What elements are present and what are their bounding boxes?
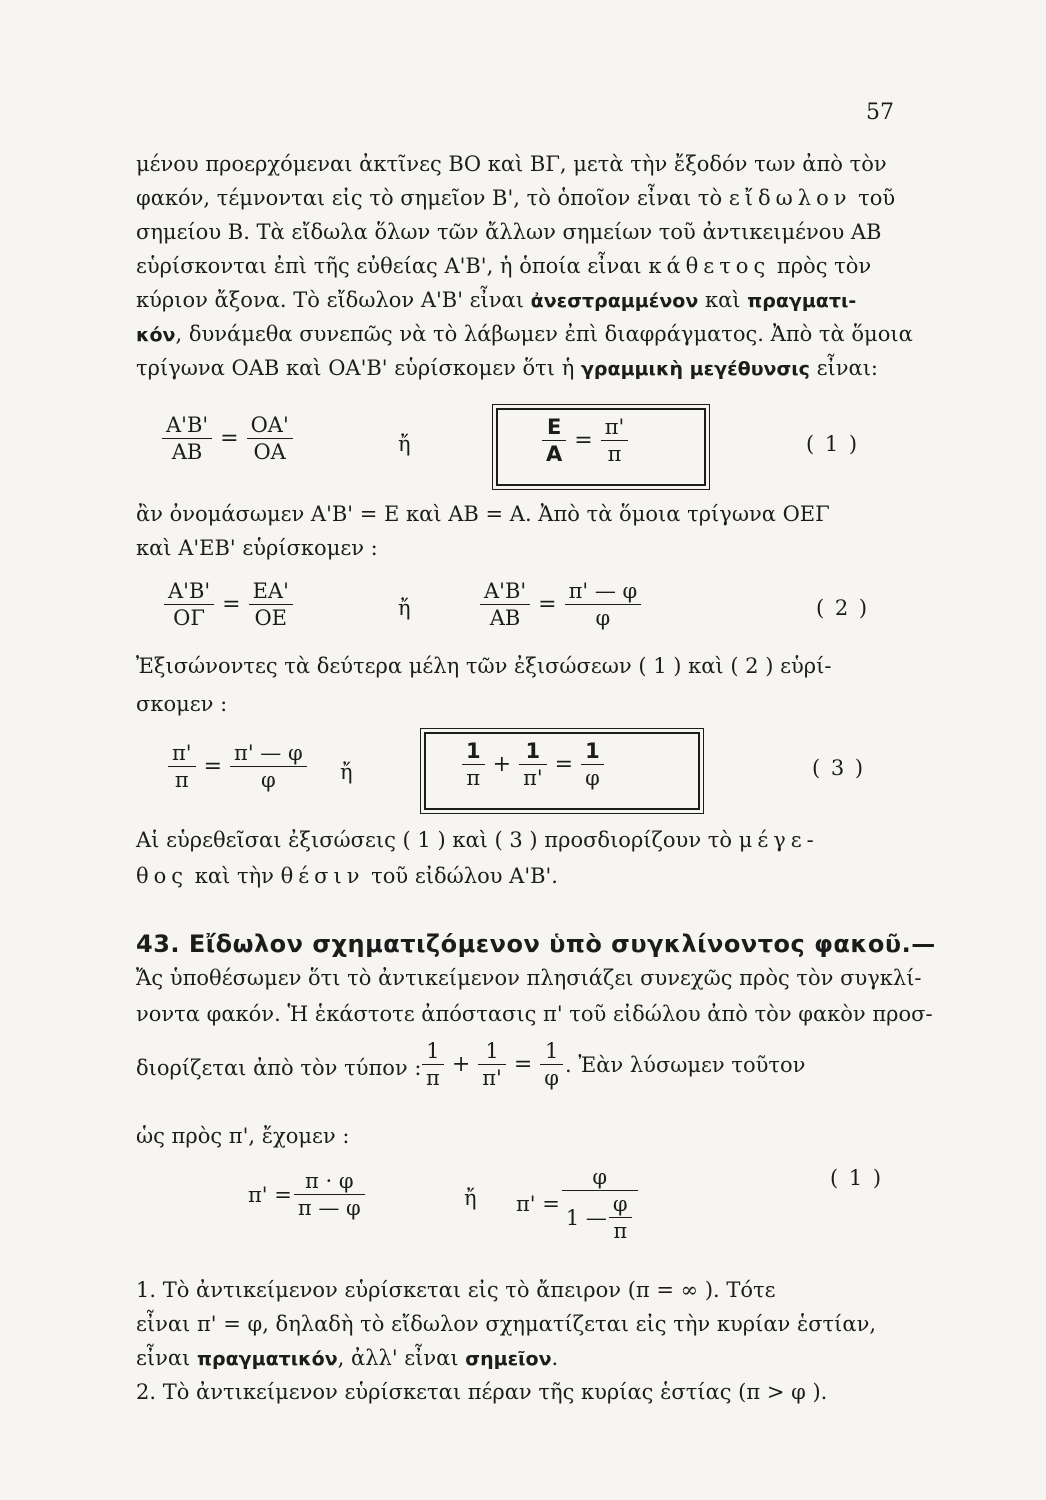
equation-4-right [516, 1164, 640, 1244]
lhs: π' = [248, 1182, 292, 1207]
numerator: π · φ [305, 1169, 354, 1193]
numerator: φ [592, 1165, 608, 1189]
denominator: ΟΓ [173, 606, 205, 630]
denominator-prefix: 1 — [565, 1205, 607, 1230]
bold-term: σημεῖον [465, 1348, 552, 1370]
fraction [462, 738, 485, 791]
section-heading: 43. Εἴδωλον σχηματιζόμενον ὑπὸ συγκλίνοντος φακοῦ.— [136, 930, 936, 958]
numerator: ΕΑ' [252, 579, 289, 603]
text-run: πρὸς τὸν [776, 254, 872, 278]
or-word: ἤ [398, 596, 411, 620]
text-line: εἶναι π' = φ, δηλαδὴ τὸ εἴδωλον σχηματίζεται εἰς τὴν κυρίαν ἑστίαν, [136, 1312, 877, 1336]
spaced-term: μέγε- [738, 828, 819, 852]
denominator: π' [482, 1066, 502, 1090]
fraction [581, 738, 604, 791]
fraction [542, 414, 566, 467]
denominator: Α [546, 442, 563, 466]
text-run: κύριον ἄξονα. Τὸ εἴδωλον Α'Β' εἶναι [136, 288, 524, 312]
text-line: νοντα φακόν. Ἡ ἑκάστοτε ἀπόστασις π' τοῦ εἰδώλου ἀπὸ τὸν φακὸν προσ- [136, 1002, 933, 1026]
equation-number: ( 1 ) [806, 432, 860, 456]
text-run: εἶναι [136, 1346, 191, 1370]
denominator: ΟΕ [254, 606, 287, 630]
denominator: φ [595, 606, 611, 630]
bold-term: πραγματικόν [196, 1348, 338, 1370]
denominator: π [466, 766, 481, 790]
equals-sign: = [220, 426, 239, 451]
plus-sign: + [451, 1052, 471, 1077]
text-line [136, 864, 558, 888]
text-run: τοῦ εἰδώλου Α'Β'. [371, 864, 558, 888]
text-line [136, 1346, 558, 1370]
equation-1-left [160, 412, 295, 465]
text-run: εἶναι: [816, 356, 879, 380]
numerator: Α'Β' [166, 413, 209, 437]
fraction [519, 738, 547, 791]
denominator: ΟΑ [253, 440, 286, 464]
text-run: . Ἐὰν λύσωμεν τοῦτον [564, 1052, 806, 1077]
fraction [601, 414, 629, 467]
text-run: φακόν, τέμνονται εἰς τὸ σημεῖον Β', τὸ ὁποῖον εἶναι τὸ [136, 186, 723, 210]
spaced-term: θέσιν [280, 864, 365, 888]
text-run: τρίγωνα ΟΑΒ καὶ ΟΑ'Β' εὑρίσκομεν ὅτι ἡ [136, 356, 575, 380]
numerator: Ε [546, 415, 562, 439]
denominator: π — φ [297, 1196, 361, 1220]
fraction [230, 740, 307, 793]
spaced-term: εἴδωλον [728, 186, 852, 210]
fraction [164, 578, 214, 631]
spaced-term: θος [136, 864, 189, 888]
fraction [422, 1038, 444, 1091]
text-line: διορίζεται ἀπὸ τὸν τύπον : [136, 1056, 422, 1080]
equation-number: ( 3 ) [812, 756, 866, 780]
text-run: καὶ τὴν [194, 864, 274, 888]
text-run: . [551, 1346, 559, 1370]
text-line: ἂν ὀνομάσωμεν Α'Β' = Ε καὶ ΑΒ = Α. Ἀπὸ τὰ ὅμοια τρίγωνα ΟΕΓ [136, 502, 830, 526]
text-line: καὶ Α'ΕΒ' εὑρίσκομεν : [136, 536, 378, 560]
numerator: 1 [585, 739, 600, 763]
denominator: ΑΒ [171, 440, 203, 464]
bold-term: πραγματι- [747, 290, 857, 312]
or-word: ἤ [340, 760, 353, 784]
equals-sign: = [222, 592, 241, 617]
equation-2-right [478, 578, 643, 631]
equation-3-boxed [460, 738, 606, 791]
denominator: π [613, 1219, 628, 1243]
denominator: π [174, 768, 189, 792]
fraction [609, 1191, 632, 1244]
lhs: π' = [516, 1192, 560, 1216]
numerator: Α'Β' [484, 579, 527, 603]
denominator: π [607, 442, 622, 466]
inline-lens-formula [420, 1038, 805, 1091]
denominator: π [426, 1066, 440, 1090]
equals-sign: = [513, 1052, 533, 1077]
or-word: ἤ [398, 432, 411, 456]
numerator: π' — φ [234, 741, 303, 765]
text-line [136, 186, 895, 210]
text-line: μένου προερχόμεναι ἀκτῖνες ΒΟ καὶ ΒΓ, μετὰ τὴν ἔξοδόν των ἀπὸ τὸν [136, 152, 887, 176]
text-line: ὡς πρὸς π', ἔχομεν : [136, 1124, 350, 1148]
equation-2-left [162, 578, 295, 631]
bold-term: γραμμικὴ μεγέθυνσις [580, 358, 810, 380]
denominator: φ [260, 768, 276, 792]
equation-1-boxed [540, 414, 630, 467]
text-run: , ἀλλ' εἶναι [337, 1346, 459, 1370]
numerator: φ [612, 1192, 628, 1216]
bold-term: κόν [136, 324, 176, 346]
fraction [162, 412, 212, 465]
equals-sign: = [203, 754, 223, 779]
fraction [540, 1038, 563, 1091]
text-line: Ἄς ὑποθέσωμεν ὅτι τὸ ἀντικείμενον πλησιάζει συνεχῶς πρὸς τὸν συγκλί- [136, 966, 922, 990]
numerator: 1 [544, 1039, 559, 1063]
equals-sign: = [554, 752, 574, 777]
equation-number: ( 1 ) [830, 1166, 884, 1190]
equation-number: ( 2 ) [816, 596, 870, 620]
equation-4-left [248, 1168, 367, 1221]
denominator: φ [544, 1066, 559, 1090]
fraction [565, 578, 642, 631]
numerator: ΟΑ' [250, 413, 289, 437]
text-line: σημείου Β. Τὰ εἴδωλα ὅλων τῶν ἄλλων σημείων τοῦ ἀντικειμένου ΑΒ [136, 220, 882, 244]
denominator: π' [523, 766, 543, 790]
fraction [294, 1168, 365, 1221]
denominator [562, 1191, 638, 1244]
fraction [562, 1164, 638, 1244]
text-line [136, 288, 856, 312]
numerator: 1 [525, 739, 541, 763]
plus-sign: + [492, 752, 512, 777]
text-line [136, 254, 871, 278]
text-line [136, 322, 913, 346]
denominator: ΑΒ [489, 606, 521, 630]
spaced-term: κάθετος [648, 254, 771, 278]
equals-sign: = [574, 428, 593, 453]
text-run: , δυνάμεθα συνεπῶς νὰ τὸ λάβωμεν ἐπὶ διαφράγματος. Ἀπὸ τὰ ὅμοια [175, 322, 913, 346]
text-line [136, 356, 878, 380]
text-line: σκομεν : [136, 692, 228, 716]
text-line: 1. Τὸ ἀντικείμενον εὑρίσκεται εἰς τὸ ἄπειρον (π = ∞ ). Τότε [136, 1278, 776, 1302]
text-line: 2. Τὸ ἀντικείμενον εὑρίσκεται πέραν τῆς κυρίας ἑστίας (π > φ ). [136, 1380, 828, 1404]
text-line [136, 828, 819, 852]
numerator: π' — φ [568, 579, 638, 603]
numerator: 1 [466, 739, 481, 763]
text-run: εὑρίσκονται ἐπὶ τῆς εὐθείας Α'Β', ἡ ὁποία εἶναι [136, 254, 642, 278]
numerator: π' [604, 415, 625, 439]
denominator: φ [585, 766, 600, 790]
page-number: 57 [866, 100, 894, 125]
equals-sign: = [538, 592, 557, 617]
fraction [247, 412, 293, 465]
numerator: Α'Β' [168, 579, 211, 603]
bold-term: ἀνεστραμμένον [530, 290, 699, 312]
fraction [478, 1038, 506, 1091]
fraction [168, 740, 196, 793]
text-run: καὶ [704, 288, 741, 312]
or-word: ἤ [464, 1186, 477, 1210]
numerator: π' [172, 741, 192, 765]
numerator: 1 [426, 1039, 440, 1063]
fraction [249, 578, 293, 631]
text-line: Ἐξισώνοντες τὰ δεύτερα μέλη τῶν ἐξισώσεων ( 1 ) καὶ ( 2 ) εὑρί- [136, 654, 832, 678]
numerator: 1 [485, 1039, 499, 1063]
fraction [480, 578, 530, 631]
equation-3-left [166, 740, 309, 793]
text-run: Αἱ εὑρεθεῖσαι ἐξισώσεις ( 1 ) καὶ ( 3 ) προσδιορίζουν τὸ [136, 828, 733, 852]
text-run: τοῦ [858, 186, 896, 210]
